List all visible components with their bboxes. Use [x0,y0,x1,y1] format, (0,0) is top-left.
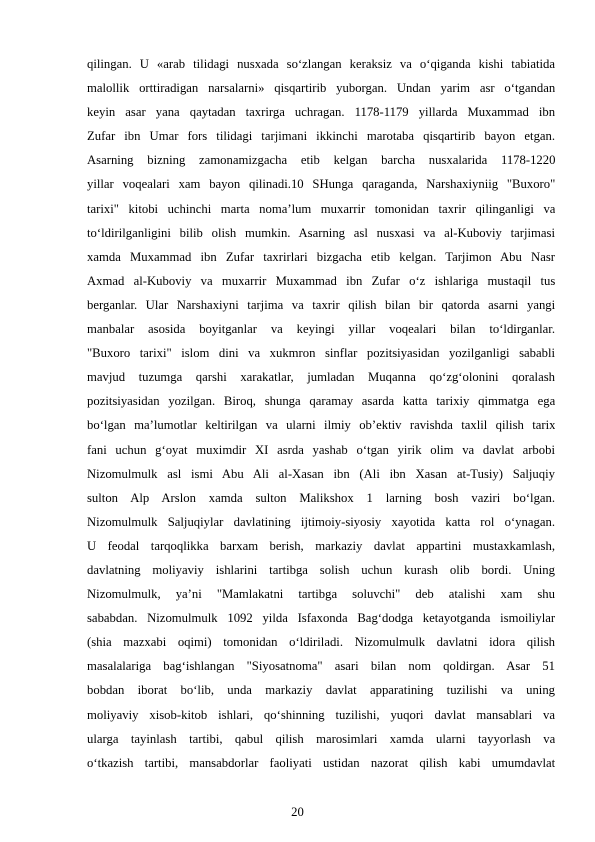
text-line: bo‘lgan ma’lumotlar keltirilgan va ularni ilmiy ob’ektiv ravishda taxlil qilish tarix [87,418,555,433]
text-line: (shia mazxabi oqimi) tomonidan o‘ldiriladi. Nizomulmulk davlatni idora qilish [87,635,555,650]
text-line: to‘ldirilganligini bilib olish mumkin. Asarning asl nusxasi va al-Kuboviy tarjimasi [87,225,555,240]
text-line: moliyaviy xisob-kitob ishlari, qo‘shinning tuzilishi, yuqori davlat mansablari va [87,707,555,722]
text-line: Nizomulmulk Saljuqiylar davlatining ijtimoiy-siyosiy xayotida katta rol o‘ynagan. [87,514,555,529]
text-line: sababdan. Nizomulmulk 1092 yilda Isfaxonda Bag‘dodga ketayotganda ismoiliylar [87,611,555,626]
text-line: xamda Muxammad ibn Zufar taxrirlari bizgacha etib kelgan. Tarjimon Abu Nasr [87,249,555,264]
text-line: Asarning bizning zamonamizgacha etib kelgan barcha nusxalarida 1178-1220 [87,153,555,168]
text-line: Nizomulmulk asl ismi Abu Ali al-Xasan ibn (Ali ibn Xasan at-Tusiy) Saljuqiy [87,466,555,481]
body-text [87,52,555,775]
text-line: manbalar asosida boyitganlar va keyingi yillar voqealari bilan to‘ldirganlar. [87,322,555,337]
text-line: masalalariga bag‘ishlangan "Siyosatnoma" asari bilan nom qoldirgan. Asar 51 [87,659,555,674]
text-line: bobdan iborat bo‘lib, unda markaziy davlat apparatining tuzilishi va uning [87,683,555,698]
text-line: fani uchun g‘oyat muximdir XI asrda yashab o‘tgan yirik olim va davlat arbobi [87,442,555,457]
text-line: Axmad al-Kuboviy va muxarrir Muxammad ibn Zufar o‘z ishlariga mustaqil tus [87,273,555,288]
text-line: ularga tayinlash tartibi, qabul qilish marosimlari xamda ularni tayyorlash va [87,731,555,746]
page-number: 20 [291,805,304,819]
text-line: tarixi" kitobi uchinchi marta noma’lum muxarrir tomonidan taxrir qilinganligi va [87,201,555,216]
text-line: yillar voqealari xam bayon qilinadi.10 SHunga qaraganda, Narshaxiyniig "Buxoro" [87,177,555,192]
text-line: keyin asar yana qaytadan taxrirga uchragan. 1178-1179 yillarda Muxammad ibn [87,105,555,120]
text-line: pozitsiyasidan yozilgan. Biroq, shunga qaramay asarda katta tarixiy qimmatga ega [87,394,555,409]
text-line: mavjud tuzumga qarshi xarakatlar, jumladan Muqanna qo‘zg‘olonini qoralash [87,370,555,385]
text-line: sulton Alp Arslon xamda sulton Malikshox 1 larning bosh vaziri bo‘lgan. [87,490,555,505]
text-line: malollik orttiradigan narsalarni» qisqartirib yuborgan. Undan yarim asr o‘tgandan [87,81,555,96]
text-line: U feodal tarqoqlikka barxam berish, markaziy davlat appartini mustaxkamlash, [87,538,555,553]
text-line: Zufar ibn Umar fors tilidagi tarjimani ikkinchi marotaba qisqartirib bayon etgan. [87,129,555,144]
text-line: Nizomulmulk, ya’ni "Mamlakatni tartibga soluvchi" deb atalishi xam shu [87,587,555,602]
text-line: davlatning moliyaviy ishlarini tartibga solish uchun kurash olib bordi. Uning [87,562,555,577]
text-line: o‘tkazish tartibi, mansabdorlar faoliyati ustidan nazorat qilish kabi umumdavlat [87,755,555,770]
text-line: berganlar. Ular Narshaxiyni tarjima va taxrir qilish bilan bir qatorda asarni yangi [87,297,555,312]
text-line: "Buxoro tarixi" islom dini va xukmron sinflar pozitsiyasidan yozilganligi sababli [87,346,555,361]
text-line: qilingan. U «arab tilidagi nusxada so‘zlangan keraksiz va o‘qiganda kishi tabiatida [87,57,555,71]
